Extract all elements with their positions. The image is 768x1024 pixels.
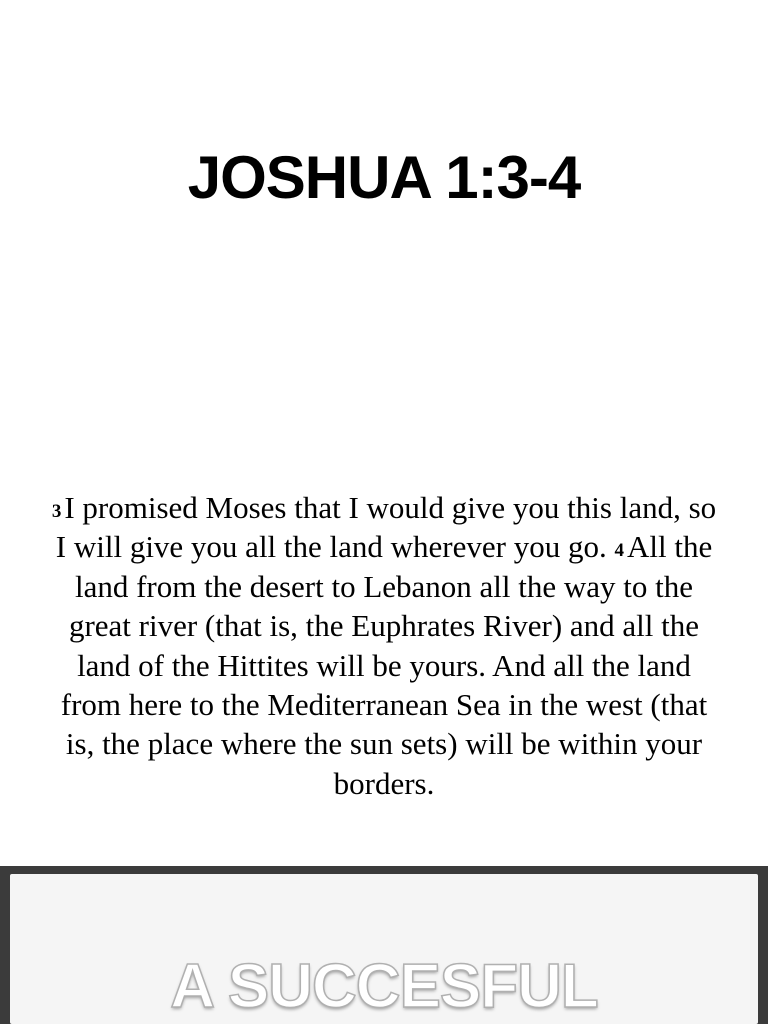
next-slide-panel xyxy=(10,874,758,1024)
slide-title: JOSHUA 1:3-4 xyxy=(187,144,581,211)
verse-text: I promised Moses that I would give you this land, so I will give you all the land wherever you go. xyxy=(55,490,717,565)
verse-number: 4 xyxy=(614,540,624,562)
next-slide-title: A SUCCESFUL xyxy=(170,952,598,1021)
scripture-passage xyxy=(50,488,718,803)
next-slide-preview[interactable] xyxy=(0,866,768,1024)
verse-number: 3 xyxy=(51,501,62,522)
verse-text: All the land from the desert to Lebanon all the way to the great river (that is, the Euphrates River) and all the land of the Hittites will be yours. And all the land from here to the Mediterranean Sea in the west (that is, the place where the sun sets) will be within your borders. xyxy=(60,529,713,801)
